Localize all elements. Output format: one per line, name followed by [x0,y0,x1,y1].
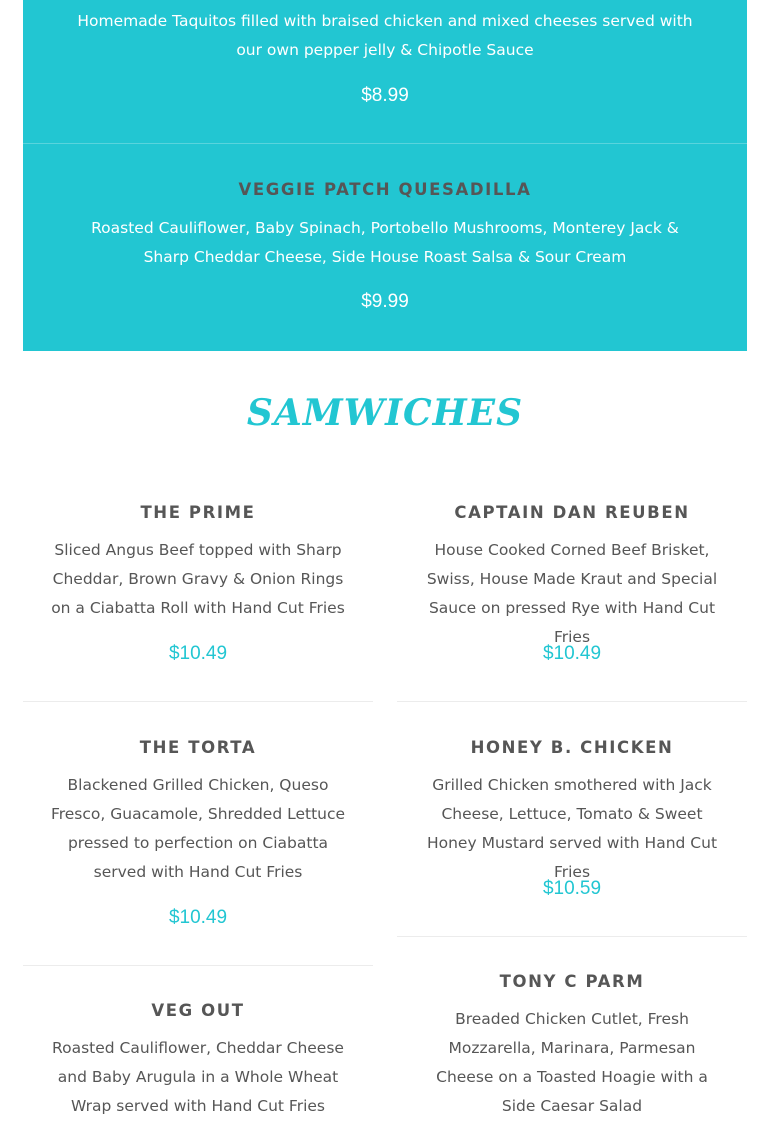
item-price: $10.49 [542,643,602,664]
menu-item-captain-dan-reuben [397,503,747,693]
item-description: House Cooked Corned Beef Brisket, Swiss, House Made Kraut and Special Sauce on pressed Rye with Hand Cut Fries [426,541,718,646]
item-price: $10.59 [542,878,602,899]
item-name: CAPTAIN DAN REUBEN [454,503,690,522]
item-description: Grilled Chicken smothered with Jack Cheese, Lettuce, Tomato & Sweet Honey Mustard served with Hand Cut Fries [426,776,718,881]
divider [397,701,747,702]
divider [23,965,373,966]
item-price: $9.99 [361,291,409,312]
item-price: $10.49 [168,643,228,664]
item-name: THE TORTA [139,738,257,757]
menu-item-honey-b-chicken [397,738,747,928]
item-description: Breaded Chicken Cutlet, Fresh Mozzarella, Marinara, Parmesan Cheese on a Toasted Hoagie with a Side Caesar Salad [436,1010,708,1115]
item-name: TONY C PARM [499,972,645,991]
item-description: Roasted Cauliflower, Baby Spinach, Portobello Mushrooms, Monterey Jack & Sharp Cheddar Cheese, Side House Roast Salsa & Sour Cream [91,219,679,266]
divider [23,701,373,702]
menu-item-tony-c-parm [397,972,747,1115]
item-name: THE PRIME [140,503,256,522]
item-description: Sliced Angus Beef topped with Sharp Cheddar, Brown Gravy & Onion Rings on a Ciabatta Roll with Hand Cut Fries [51,541,345,617]
item-name: HONEY B. CHICKEN [470,738,674,757]
menu-item-veg-out [23,1001,373,1115]
section-title: SAMWICHES [246,392,524,434]
item-name: VEGGIE PATCH QUESADILLA [238,180,532,199]
menu-item-taquitos [23,0,747,143]
item-price: $8.99 [361,85,409,106]
item-description: Homemade Taquitos filled with braised chicken and mixed cheeses served with our own pepper jelly & Chipotle Sauce [77,12,693,59]
menu-item-the-prime [23,503,373,693]
item-price: $10.49 [168,907,228,928]
item-name: VEG OUT [151,1001,245,1020]
item-description: Roasted Cauliflower, Cheddar Cheese and Baby Arugula in a Whole Wheat Wrap served with Hand Cut Fries [52,1039,344,1115]
item-description: Blackened Grilled Chicken, Queso Fresco, Guacamole, Shredded Lettuce pressed to perfection on Ciabatta served with Hand Cut Fries [50,776,346,881]
menu-item-veggie-patch-quesadilla [23,143,747,351]
divider [397,936,747,937]
menu-item-the-torta [23,738,373,958]
